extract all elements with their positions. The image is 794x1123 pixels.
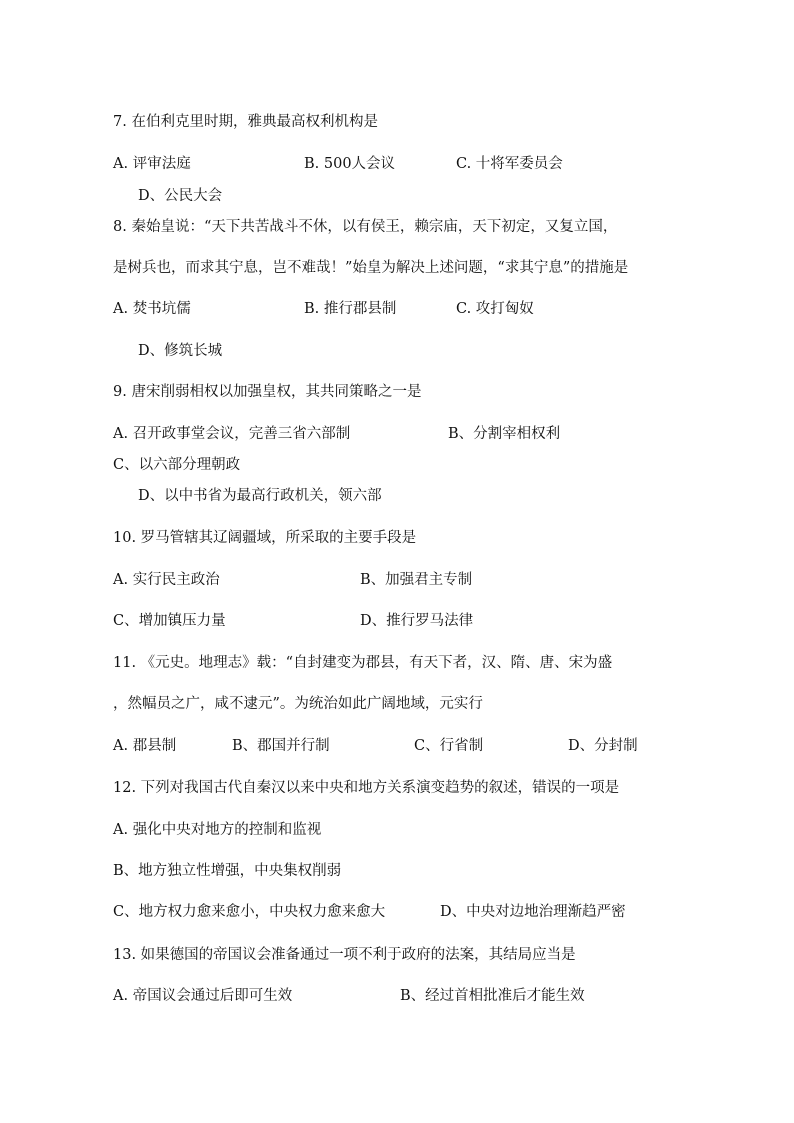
question-9-option-d: D、以中书省为最高行政机关，领六部 [138, 488, 382, 504]
question-9-stem: 9. 唐宋削弱相权以加强皇权，其共同策略之一是 [113, 384, 422, 400]
question-12-option-b: B、地方独立性增强，中央集权削弱 [113, 863, 342, 879]
question-11-option-a: A. 郡县制 [113, 738, 177, 754]
question-13-option-a: A. 帝国议会通过后即可生效 [113, 988, 293, 1004]
question-12-option-c: C、地方权力愈来愈小，中央权力愈来愈大 [113, 904, 386, 920]
question-10-option-b: B、加强君主专制 [360, 572, 473, 588]
question-13-stem: 13. 如果德国的帝国议会准备通过一项不利于政府的法案，其结局应当是 [113, 947, 576, 963]
question-10-option-d: D、推行罗马法律 [360, 613, 474, 629]
question-8-stem-line1: 8. 秦始皇说：“天下共苦战斗不休，以有侯王，赖宗庙，天下初定，又复立国， [113, 219, 618, 235]
question-11-stem-line1: 11. 《元史。地理志》载：“自封建变为郡县，有天下者，汉、隋、唐、宋为盛 [113, 655, 613, 671]
question-9-option-b: B、分割宰相权利 [448, 426, 561, 442]
question-10-option-a: A. 实行民主政治 [113, 572, 220, 588]
question-11-option-b: B、郡国并行制 [232, 738, 330, 754]
question-13-option-b: B、经过首相批准后才能生效 [400, 988, 585, 1004]
question-9-option-c: C、以六部分理朝政 [113, 457, 241, 473]
question-8-stem-line2: 是树兵也，而求其宁息，岂不难哉！”始皇为解决上述问题，“求其宁息”的措施是 [113, 260, 629, 276]
question-8-option-a: A. 焚书坑儒 [113, 301, 191, 317]
question-11-stem-line2: ，然幅员之广，咸不逮元”。为统治如此广阔地域，元实行 [113, 696, 483, 712]
question-7-option-d: D、公民大会 [138, 188, 223, 204]
question-12-stem: 12. 下列对我国古代自秦汉以来中央和地方关系演变趋势的叙述，错误的一项是 [113, 780, 620, 796]
question-8-option-b: B. 推行郡县制 [304, 301, 397, 317]
question-12-option-a: A. 强化中央对地方的控制和监视 [113, 822, 322, 838]
question-12-option-d: D、中央对边地治理渐趋严密 [440, 904, 626, 920]
question-8-option-c: C. 攻打匈奴 [456, 301, 534, 317]
question-11-option-c: C、行省制 [414, 738, 484, 754]
question-11-option-d: D、分封制 [568, 738, 638, 754]
question-8-option-d: D、修筑长城 [138, 343, 223, 359]
question-9-option-a: A. 召开政事堂会议，完善三省六部制 [113, 426, 351, 442]
question-10-stem: 10. 罗马管辖其辽阔疆域，所采取的主要手段是 [113, 530, 417, 546]
question-7-option-b: B. 500人会议 [304, 156, 396, 172]
question-10-option-c: C、增加镇压力量 [113, 613, 226, 629]
question-7-stem: 7. 在伯利克里时期，雅典最高权利机构是 [113, 114, 378, 130]
question-7-option-c: C. 十将军委员会 [456, 156, 563, 172]
question-7-option-a: A. 评审法庭 [113, 156, 191, 172]
